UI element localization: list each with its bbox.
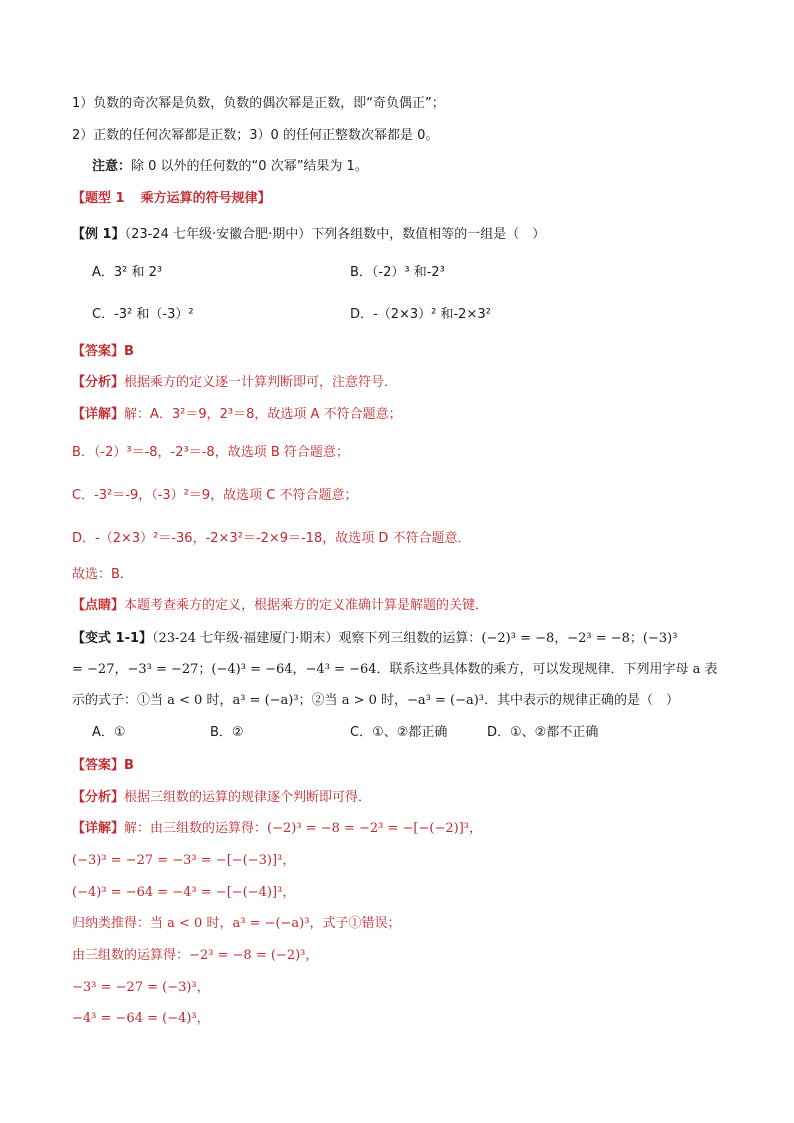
note-label: 注意： (92, 159, 132, 174)
example1-question (72, 226, 545, 244)
topic-title: 乘方运算的符号规律】 (140, 191, 271, 206)
variant-detail-1 (72, 820, 482, 838)
example1-option-d: D．-（2×3）² 和-2×3² (350, 307, 491, 322)
variant-detail-4: 归纳类推得：当 a < 0 时，a³ = −(−a)³，式子①错误； (72, 916, 401, 931)
example1-tag: 【例 1】 (72, 227, 125, 242)
example1-comment (72, 597, 488, 615)
variant-analysis-tag: 【分析】 (72, 790, 125, 805)
variant-detail-tag: 【详解】 (72, 821, 125, 836)
detail-text-1: 解：A．3²＝9，2³＝8，故选项 A 不符合题意； (124, 407, 402, 422)
variant-analysis (72, 789, 371, 807)
variant-question-line-2: = −27，−3³ = −27；(−4)³ = −64，−4³ = −64．联系这些具体数的乘方，可以发现规律．下列用字母 a 表 (72, 662, 718, 677)
example1-option-a: A．3² 和 2³ (92, 265, 163, 280)
example1-option-b: B．（-2）³ 和-2³ (350, 265, 445, 280)
variant-option-d: D．①、②都不正确 (487, 725, 599, 740)
analysis-text: 根据乘方的定义逐一计算判断即可，注意符号． (124, 375, 398, 390)
topic-label: 【题型 1 (72, 191, 125, 206)
example1-text: （23-24 七年级·安徽合肥·期中）下列各组数中，数值相等的一组是（ ） (124, 227, 546, 242)
analysis-tag: 【分析】 (72, 375, 125, 390)
example1-analysis (72, 374, 397, 392)
rule-2: 2）正数的任何次幂都是正数；3）0 的任何正整数次幂都是 0。 (72, 128, 439, 143)
variant-text-1: （23-24 七年级·福建厦门·期末）观察下列三组数的运算：(−2)³ = −8，−2³ = −8；(−3)³ (152, 631, 678, 646)
variant-analysis-text: 根据三组数的运算的规律逐个判断即可得． (124, 790, 372, 805)
variant-detail-7: −4³ = −64 = (−4)³， (72, 1011, 210, 1026)
variant-answer: 【答案】B (72, 758, 134, 773)
example1-option-c: C．-3² 和（-3）² (92, 307, 194, 322)
detail-line-3: C．-3²＝-9，（-3）²＝9，故选项 C 不符合题意； (72, 488, 358, 503)
detail-line-2: B．（-2）³＝-8，-2³＝-8，故选项 B 符合题意； (72, 445, 349, 460)
variant-question-line-1 (72, 630, 677, 648)
variant-detail-3: (−4)³ = −64 = −4³ = −[−(−4)]³， (72, 885, 296, 900)
example1-choose: 故选：B． (72, 567, 133, 582)
example1-answer: 【答案】B (72, 344, 134, 359)
variant-option-b: B．② (210, 725, 244, 740)
note-text: 除 0 以外的任何数的“0 次幂”结果为 1。 (131, 159, 368, 174)
variant-detail-6: −3³ = −27 = (−3)³， (72, 980, 210, 995)
variant-tag: 【变式 1-1】 (72, 631, 153, 646)
topic-heading (72, 190, 271, 208)
detail-line-4: D．-（2×3）²＝-36，-2×3²＝-2×9＝-18，故选项 D 不符合题意． (72, 531, 471, 546)
variant-detail-text-1: 解：由三组数的运算得：(−2)³ = −8 = −2³ = −[−(−2)]³， (124, 821, 482, 836)
example1-detail (72, 406, 402, 424)
comment-tag: 【点睛】 (72, 598, 125, 613)
note (92, 158, 368, 176)
variant-question-line-3: 示的式子：①当 a < 0 时，a³ = (−a)³；②当 a > 0 时，−a³ = (−a)³．其中表示的规律正确的是（ ） (72, 693, 680, 708)
detail-tag: 【详解】 (72, 407, 125, 422)
variant-option-c: C．①、②都正确 (350, 725, 448, 740)
rule-1: 1）负数的奇次幂是负数，负数的偶次幂是正数，即“奇负偶正”； (72, 96, 445, 111)
variant-detail-2: (−3)³ = −27 = −3³ = −[−(−3)]³， (72, 853, 296, 868)
variant-detail-5: 由三组数的运算得：−2³ = −8 = (−2)³， (72, 948, 319, 963)
variant-option-a: A．① (92, 725, 126, 740)
comment-text: 本题考查乘方的定义，根据乘方的定义准确计算是解题的关键． (124, 598, 489, 613)
